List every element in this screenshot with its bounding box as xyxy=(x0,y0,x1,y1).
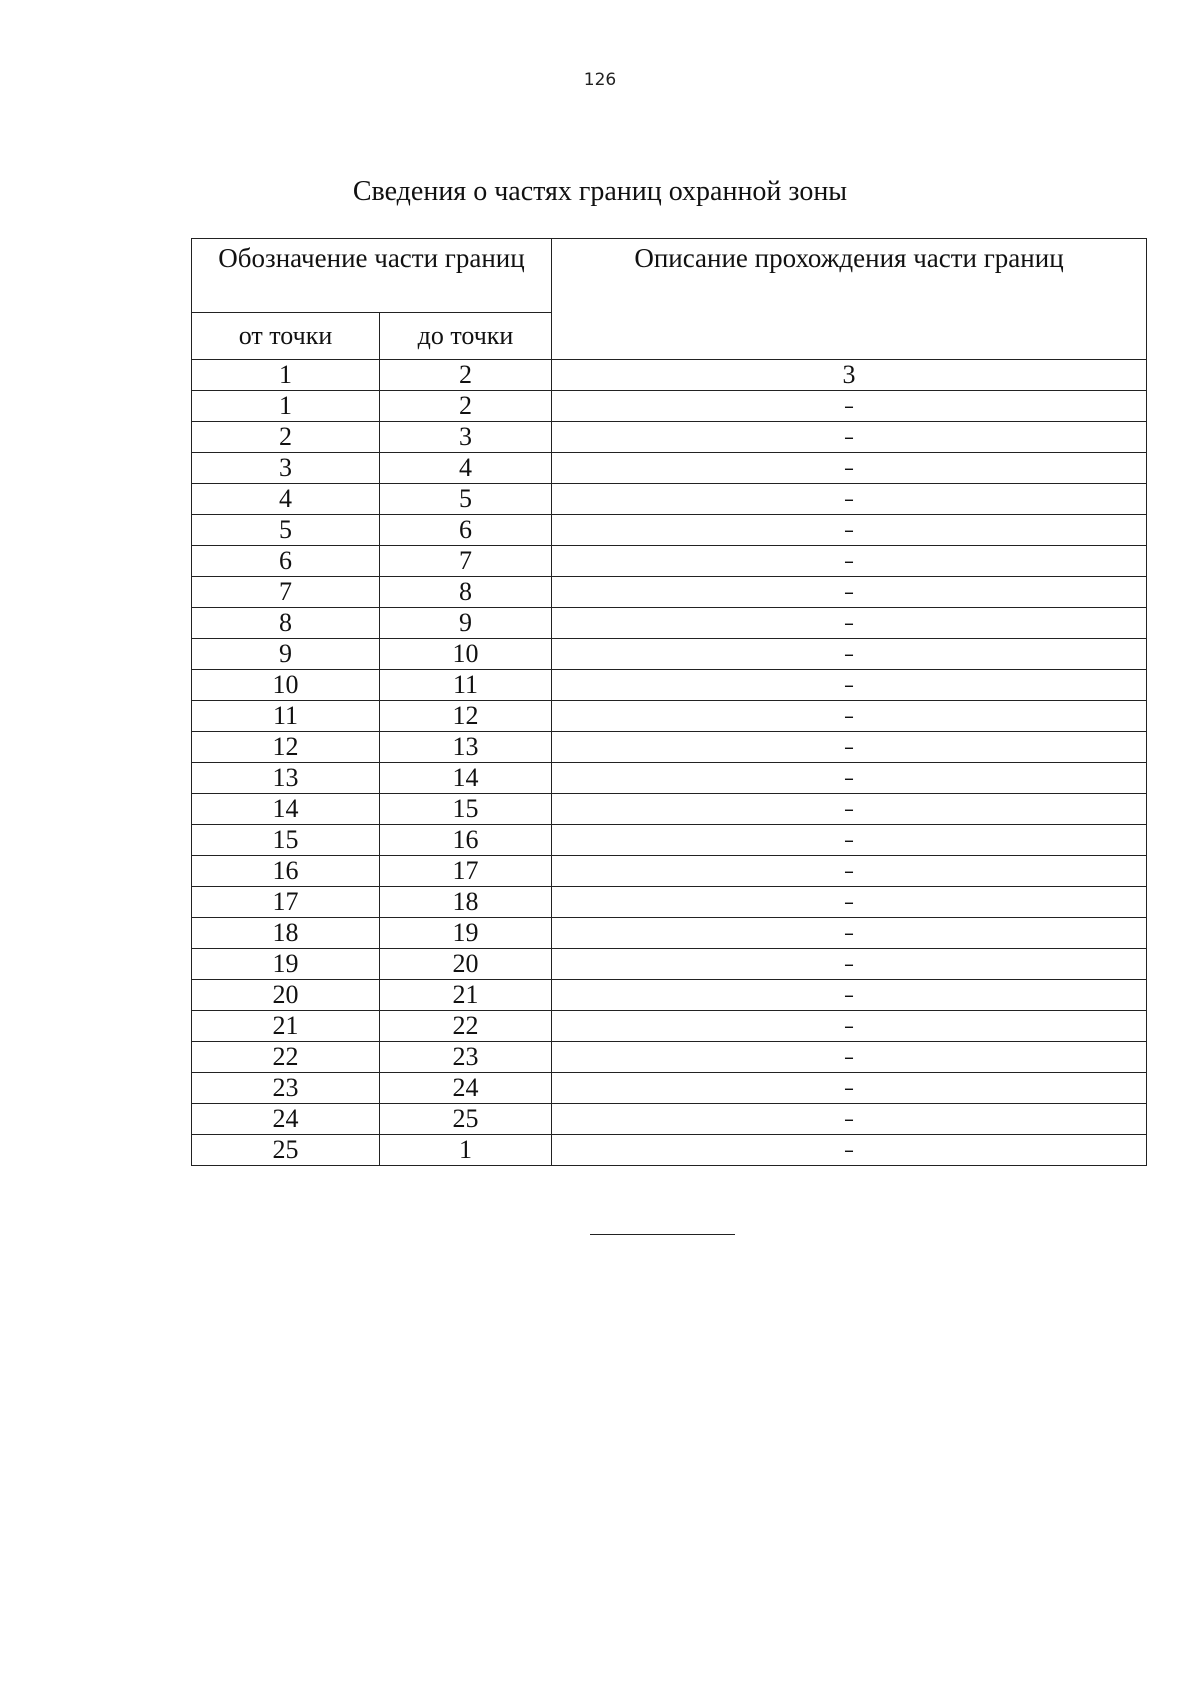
table-row xyxy=(192,391,1147,422)
table-row xyxy=(192,763,1147,794)
from-point-cell: 22 xyxy=(192,1042,380,1073)
to-point-cell: 23 xyxy=(380,1042,552,1073)
from-point-cell: 16 xyxy=(192,856,380,887)
description-cell: – xyxy=(552,856,1147,887)
description-cell: – xyxy=(552,577,1147,608)
from-point-cell: 19 xyxy=(192,949,380,980)
header-to-point: до точки xyxy=(380,313,552,360)
boundary-parts-table xyxy=(191,238,1147,1166)
table-row xyxy=(192,515,1147,546)
description-cell: – xyxy=(552,701,1147,732)
from-point-cell: 23 xyxy=(192,1073,380,1104)
from-point-cell: 7 xyxy=(192,577,380,608)
to-point-cell: 18 xyxy=(380,887,552,918)
table-row xyxy=(192,639,1147,670)
table-row xyxy=(192,732,1147,763)
from-point-cell: 9 xyxy=(192,639,380,670)
table-row xyxy=(192,1104,1147,1135)
to-point-cell: 21 xyxy=(380,980,552,1011)
to-point-cell: 7 xyxy=(380,546,552,577)
table-row xyxy=(192,484,1147,515)
from-point-cell: 6 xyxy=(192,546,380,577)
to-point-cell: 12 xyxy=(380,701,552,732)
table-header xyxy=(192,239,1147,360)
table-row xyxy=(192,1042,1147,1073)
from-point-cell: 25 xyxy=(192,1135,380,1166)
description-cell: – xyxy=(552,484,1147,515)
to-point-cell: 10 xyxy=(380,639,552,670)
description-cell: – xyxy=(552,453,1147,484)
description-cell: – xyxy=(552,546,1147,577)
table-row xyxy=(192,701,1147,732)
to-point-cell: 11 xyxy=(380,670,552,701)
from-point-cell: 12 xyxy=(192,732,380,763)
from-point-cell: 13 xyxy=(192,763,380,794)
to-point-cell: 16 xyxy=(380,825,552,856)
description-cell: – xyxy=(552,794,1147,825)
to-point-cell: 14 xyxy=(380,763,552,794)
from-point-cell: 10 xyxy=(192,670,380,701)
to-point-cell: 8 xyxy=(380,577,552,608)
table-row xyxy=(192,856,1147,887)
description-cell: – xyxy=(552,391,1147,422)
from-point-cell: 18 xyxy=(192,918,380,949)
to-point-cell: 13 xyxy=(380,732,552,763)
description-cell: – xyxy=(552,732,1147,763)
description-cell: – xyxy=(552,1073,1147,1104)
description-cell: – xyxy=(552,887,1147,918)
table-row xyxy=(192,608,1147,639)
column-number-1: 1 xyxy=(192,360,380,391)
column-number-2: 2 xyxy=(380,360,552,391)
from-point-cell: 1 xyxy=(192,391,380,422)
table-row xyxy=(192,1073,1147,1104)
description-cell: – xyxy=(552,1104,1147,1135)
to-point-cell: 20 xyxy=(380,949,552,980)
description-cell: – xyxy=(552,515,1147,546)
from-point-cell: 24 xyxy=(192,1104,380,1135)
table-row xyxy=(192,825,1147,856)
to-point-cell: 15 xyxy=(380,794,552,825)
from-point-cell: 3 xyxy=(192,453,380,484)
description-cell: – xyxy=(552,639,1147,670)
from-point-cell: 5 xyxy=(192,515,380,546)
table-row xyxy=(192,1011,1147,1042)
column-number-row xyxy=(192,360,1147,391)
description-cell: – xyxy=(552,1011,1147,1042)
header-boundary-description: Описание прохождения части границ xyxy=(552,239,1147,360)
table-row xyxy=(192,794,1147,825)
description-cell: – xyxy=(552,422,1147,453)
table-row xyxy=(192,887,1147,918)
table-row xyxy=(192,546,1147,577)
from-point-cell: 17 xyxy=(192,887,380,918)
from-point-cell: 15 xyxy=(192,825,380,856)
to-point-cell: 3 xyxy=(380,422,552,453)
description-cell: – xyxy=(552,918,1147,949)
description-cell: – xyxy=(552,1042,1147,1073)
from-point-cell: 11 xyxy=(192,701,380,732)
table-row xyxy=(192,1135,1147,1166)
to-point-cell: 19 xyxy=(380,918,552,949)
from-point-cell: 21 xyxy=(192,1011,380,1042)
from-point-cell: 2 xyxy=(192,422,380,453)
to-point-cell: 2 xyxy=(380,391,552,422)
table-row xyxy=(192,918,1147,949)
to-point-cell: 9 xyxy=(380,608,552,639)
header-from-point: от точки xyxy=(192,313,380,360)
description-cell: – xyxy=(552,825,1147,856)
description-cell: – xyxy=(552,670,1147,701)
from-point-cell: 14 xyxy=(192,794,380,825)
table-row xyxy=(192,577,1147,608)
description-cell: – xyxy=(552,1135,1147,1166)
to-point-cell: 5 xyxy=(380,484,552,515)
page-number: 126 xyxy=(583,70,617,90)
from-point-cell: 8 xyxy=(192,608,380,639)
header-boundary-part-designation: Обозначение части границ xyxy=(192,239,552,313)
description-cell: – xyxy=(552,763,1147,794)
table-body xyxy=(192,360,1147,1166)
table-row xyxy=(192,949,1147,980)
column-number-3: 3 xyxy=(552,360,1147,391)
description-cell: – xyxy=(552,949,1147,980)
document-title: Сведения о частях границ охранной зоны xyxy=(352,176,848,207)
table-row xyxy=(192,670,1147,701)
table-row xyxy=(192,980,1147,1011)
to-point-cell: 22 xyxy=(380,1011,552,1042)
end-of-section-rule xyxy=(590,1234,735,1235)
from-point-cell: 20 xyxy=(192,980,380,1011)
to-point-cell: 6 xyxy=(380,515,552,546)
from-point-cell: 4 xyxy=(192,484,380,515)
description-cell: – xyxy=(552,980,1147,1011)
to-point-cell: 24 xyxy=(380,1073,552,1104)
to-point-cell: 1 xyxy=(380,1135,552,1166)
table-row xyxy=(192,453,1147,484)
to-point-cell: 25 xyxy=(380,1104,552,1135)
to-point-cell: 4 xyxy=(380,453,552,484)
to-point-cell: 17 xyxy=(380,856,552,887)
description-cell: – xyxy=(552,608,1147,639)
table-row xyxy=(192,422,1147,453)
